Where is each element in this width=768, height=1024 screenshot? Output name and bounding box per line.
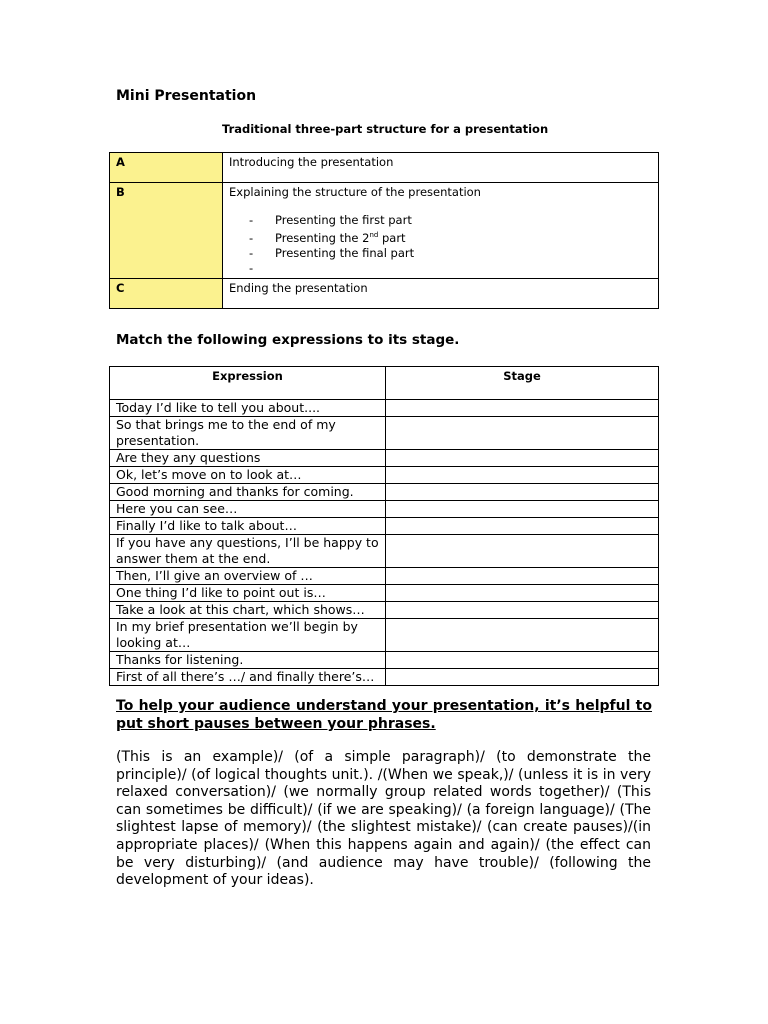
stage-cell[interactable] — [386, 669, 659, 686]
expression-cell: Then, I’ll give an overview of … — [110, 568, 386, 585]
bullet-dash: - — [249, 260, 254, 275]
stage-cell[interactable] — [386, 501, 659, 518]
list-item — [249, 228, 652, 246]
structure-text: Explaining the structure of the presentation — [229, 185, 481, 199]
structure-subtitle: Traditional three-part structure for a presentation — [222, 122, 549, 136]
match-table — [109, 366, 659, 686]
stage-cell[interactable] — [386, 518, 659, 535]
stage-cell[interactable] — [386, 585, 659, 602]
structure-row-c — [110, 278, 659, 308]
superscript-suffix: nd — [369, 231, 379, 239]
stage-cell[interactable] — [386, 602, 659, 619]
list-item — [249, 246, 652, 261]
expression-cell: Take a look at this chart, which shows… — [110, 602, 386, 619]
expression-cell: Finally I’d like to talk about… — [110, 518, 386, 535]
bullet-text: Presenting the final part — [275, 245, 415, 260]
column-header-stage: Stage — [386, 367, 659, 400]
structure-row-a — [110, 153, 659, 183]
stage-cell[interactable] — [386, 417, 659, 450]
expression-cell: Good morning and thanks for coming. — [110, 484, 386, 501]
table-row — [110, 518, 659, 535]
bullet-text: Presenting the first part — [275, 213, 412, 227]
bullet-dash: - — [249, 213, 254, 227]
table-row — [110, 400, 659, 417]
table-row — [110, 501, 659, 518]
expression-cell: Today I’d like to tell you about.... — [110, 400, 386, 417]
table-header-row — [110, 367, 659, 400]
stage-cell[interactable] — [386, 568, 659, 585]
table-row — [110, 652, 659, 669]
table-row — [110, 484, 659, 501]
stage-cell[interactable] — [386, 619, 659, 652]
pauses-heading: To help your audience understand your presentation, it’s helpful to put short pauses between your phrases. — [116, 698, 652, 732]
table-row — [110, 585, 659, 602]
stage-cell[interactable] — [386, 467, 659, 484]
table-row — [110, 417, 659, 450]
match-heading: Match the following expressions to its stage. — [116, 332, 460, 348]
stage-cell[interactable] — [386, 450, 659, 467]
match-table-body — [110, 400, 659, 686]
list-item — [249, 213, 652, 228]
structure-letter: C — [110, 278, 223, 308]
bullet-dash: - — [249, 230, 254, 245]
stage-cell[interactable] — [386, 535, 659, 568]
structure-letter: A — [110, 153, 223, 183]
structure-table — [109, 152, 659, 309]
page-title: Mini Presentation — [116, 88, 257, 104]
expression-cell: In my brief presentation we’ll begin by looking at… — [110, 619, 386, 652]
bullet-text: Presenting the 2 — [275, 230, 370, 245]
table-row — [110, 450, 659, 467]
expression-cell: Ok, let’s move on to look at… — [110, 467, 386, 484]
list-item — [249, 261, 652, 276]
table-row — [110, 669, 659, 686]
structure-letter: B — [110, 183, 223, 279]
stage-cell[interactable] — [386, 652, 659, 669]
structure-cell-b — [223, 183, 659, 279]
bullet-text-tail: part — [378, 230, 406, 245]
structure-text: Introducing the presentation — [223, 153, 659, 183]
table-row — [110, 568, 659, 585]
table-row — [110, 602, 659, 619]
bullet-dash: - — [249, 245, 254, 260]
stage-cell[interactable] — [386, 484, 659, 501]
expression-cell: If you have any questions, I’ll be happy to answer them at the end. — [110, 535, 386, 568]
expression-cell: First of all there’s …/ and finally there’s… — [110, 669, 386, 686]
table-row — [110, 467, 659, 484]
column-header-expression: Expression — [110, 367, 386, 400]
expression-cell: Are they any questions — [110, 450, 386, 467]
expression-cell: So that brings me to the end of my presentation. — [110, 417, 386, 450]
structure-row-b — [110, 183, 659, 279]
structure-text: Ending the presentation — [223, 278, 659, 308]
table-row — [110, 535, 659, 568]
structure-bullet-list — [229, 213, 652, 276]
table-row — [110, 619, 659, 652]
expression-cell: One thing I’d like to point out is… — [110, 585, 386, 602]
stage-cell[interactable] — [386, 400, 659, 417]
expression-cell: Here you can see… — [110, 501, 386, 518]
expression-cell: Thanks for listening. — [110, 652, 386, 669]
pauses-paragraph: (This is an example)/ (of a simple paragraph)/ (to demonstrate the principle)/ (of logical thoughts unit.). /(When we speak,)/ (unless it is in very relaxed conversation)/ (we normally group related words together)/ (This can sometimes be difficult)/ (if we are speaking)/ (a foreign language)/ (The slightest lapse of memory)/ (the slightest mistake)/ (can create pauses)/(in appropriate places)/ (When this happens again and again)/ (the effect can be very disturbing)/ (and audience may have trouble)/ (following the development of your ideas). — [116, 749, 651, 889]
